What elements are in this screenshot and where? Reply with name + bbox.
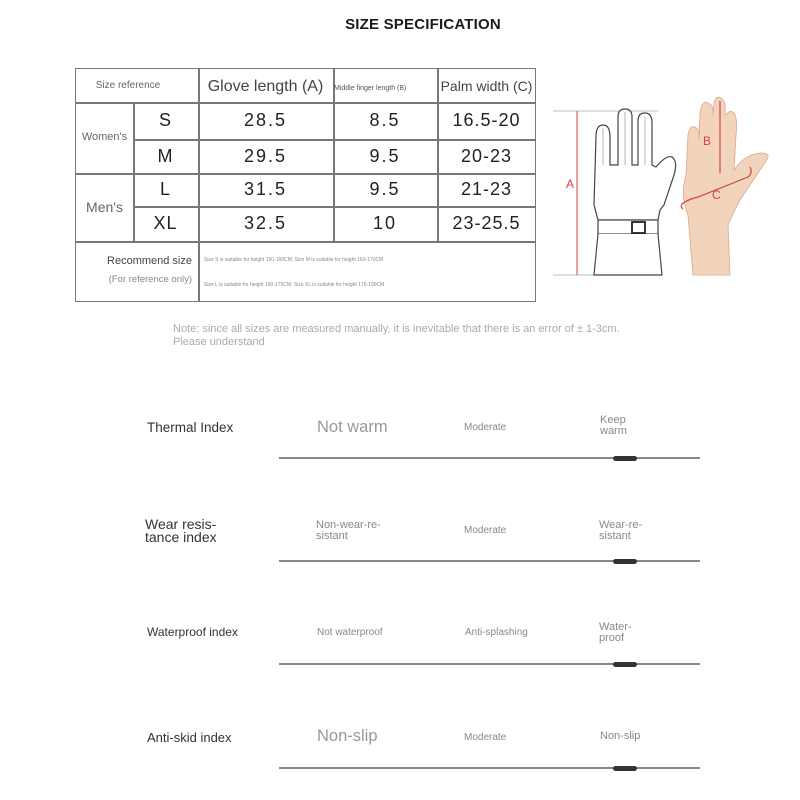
palm-width-m: 20-23 xyxy=(460,145,513,166)
glove-hand-illustration xyxy=(548,95,788,285)
palm-width-s: 16.5-20 xyxy=(452,110,521,130)
option-non-slip-high: Non-slip xyxy=(600,730,641,742)
index-anti-skid xyxy=(0,715,800,795)
note-line-1: Note: since all sizes are measured manually, it is inevitable that there is an error of ± 1-3cm. xyxy=(173,323,620,335)
glove-length-xl: 32.5 xyxy=(243,213,288,233)
header-middle-finger-length: Middle finger length (B) xyxy=(334,84,407,92)
recommend-line-2: Size L is suitable for height 160-175CM; Size XL is suitable for height 175-190CM xyxy=(204,282,385,288)
glove-length-m: 29.5 xyxy=(243,145,288,166)
option-moderate: Moderate xyxy=(464,732,507,743)
group-label-womens: Women's xyxy=(81,131,128,143)
label-a: A xyxy=(566,177,575,191)
option-anti-splashing: Anti-splashing xyxy=(465,627,528,638)
option-moderate: Moderate xyxy=(464,422,507,433)
option-not-waterproof: Not waterproof xyxy=(317,627,383,638)
middle-finger-l: 9.5 xyxy=(369,179,401,199)
index-label: Anti-skid index xyxy=(147,730,232,745)
middle-finger-xl: 10 xyxy=(372,213,398,233)
option-moderate: Moderate xyxy=(464,525,507,536)
palm-width-l: 21-23 xyxy=(460,179,513,199)
size-table xyxy=(75,68,536,302)
glove-length-s: 28.5 xyxy=(243,110,288,130)
header-size-reference: Size reference xyxy=(95,80,161,91)
header-palm-width: Palm width (C) xyxy=(440,77,533,94)
option-non-wear-resistant: Non-wear-re- sistant xyxy=(316,519,381,542)
recommend-title: Recommend size xyxy=(107,255,192,267)
glove-length-l: 31.5 xyxy=(243,179,288,199)
index-thermal xyxy=(0,400,800,480)
note-line-2: Please understand xyxy=(173,336,265,348)
recommend-subtitle: (For reference only) xyxy=(108,273,192,285)
middle-finger-s: 8.5 xyxy=(369,110,401,130)
scale-indicator xyxy=(613,559,637,564)
size-xl: XL xyxy=(153,213,178,233)
size-l: L xyxy=(159,179,171,199)
group-label-mens: Men's xyxy=(86,199,123,215)
divider xyxy=(76,241,536,243)
middle-finger-m: 9.5 xyxy=(369,145,401,166)
option-waterproof: Water- proof xyxy=(599,621,632,644)
scale-indicator xyxy=(613,456,637,461)
index-wear-resistance xyxy=(0,505,800,585)
label-b: B xyxy=(703,134,712,148)
option-non-slip-low: Non-slip xyxy=(317,727,378,745)
label-c: C xyxy=(712,188,721,202)
palm-width-xl: 23-25.5 xyxy=(452,213,521,233)
index-waterproof xyxy=(0,610,800,690)
index-label: Thermal Index xyxy=(147,420,234,435)
header-glove-length: Glove length (A) xyxy=(207,78,324,95)
option-wear-resistant: Wear-re- sistant xyxy=(599,519,643,542)
option-not-warm: Not warm xyxy=(317,418,388,436)
scale-indicator xyxy=(613,662,637,667)
scale-indicator xyxy=(613,766,637,771)
page-title: SIZE SPECIFICATION xyxy=(345,16,501,33)
size-m: M xyxy=(157,145,174,166)
size-s: S xyxy=(158,110,172,130)
index-label: Waterproof index xyxy=(147,625,238,639)
option-keep-warm: Keep warm xyxy=(600,414,627,437)
glove-measurement-diagram xyxy=(548,95,788,285)
measurement-note xyxy=(173,323,693,349)
recommend-line-1: Size S is suitable for height 150-160CM; Size M is suitable for height 160-170CM xyxy=(204,257,384,263)
index-label: Wear resis- tance index xyxy=(145,516,217,545)
